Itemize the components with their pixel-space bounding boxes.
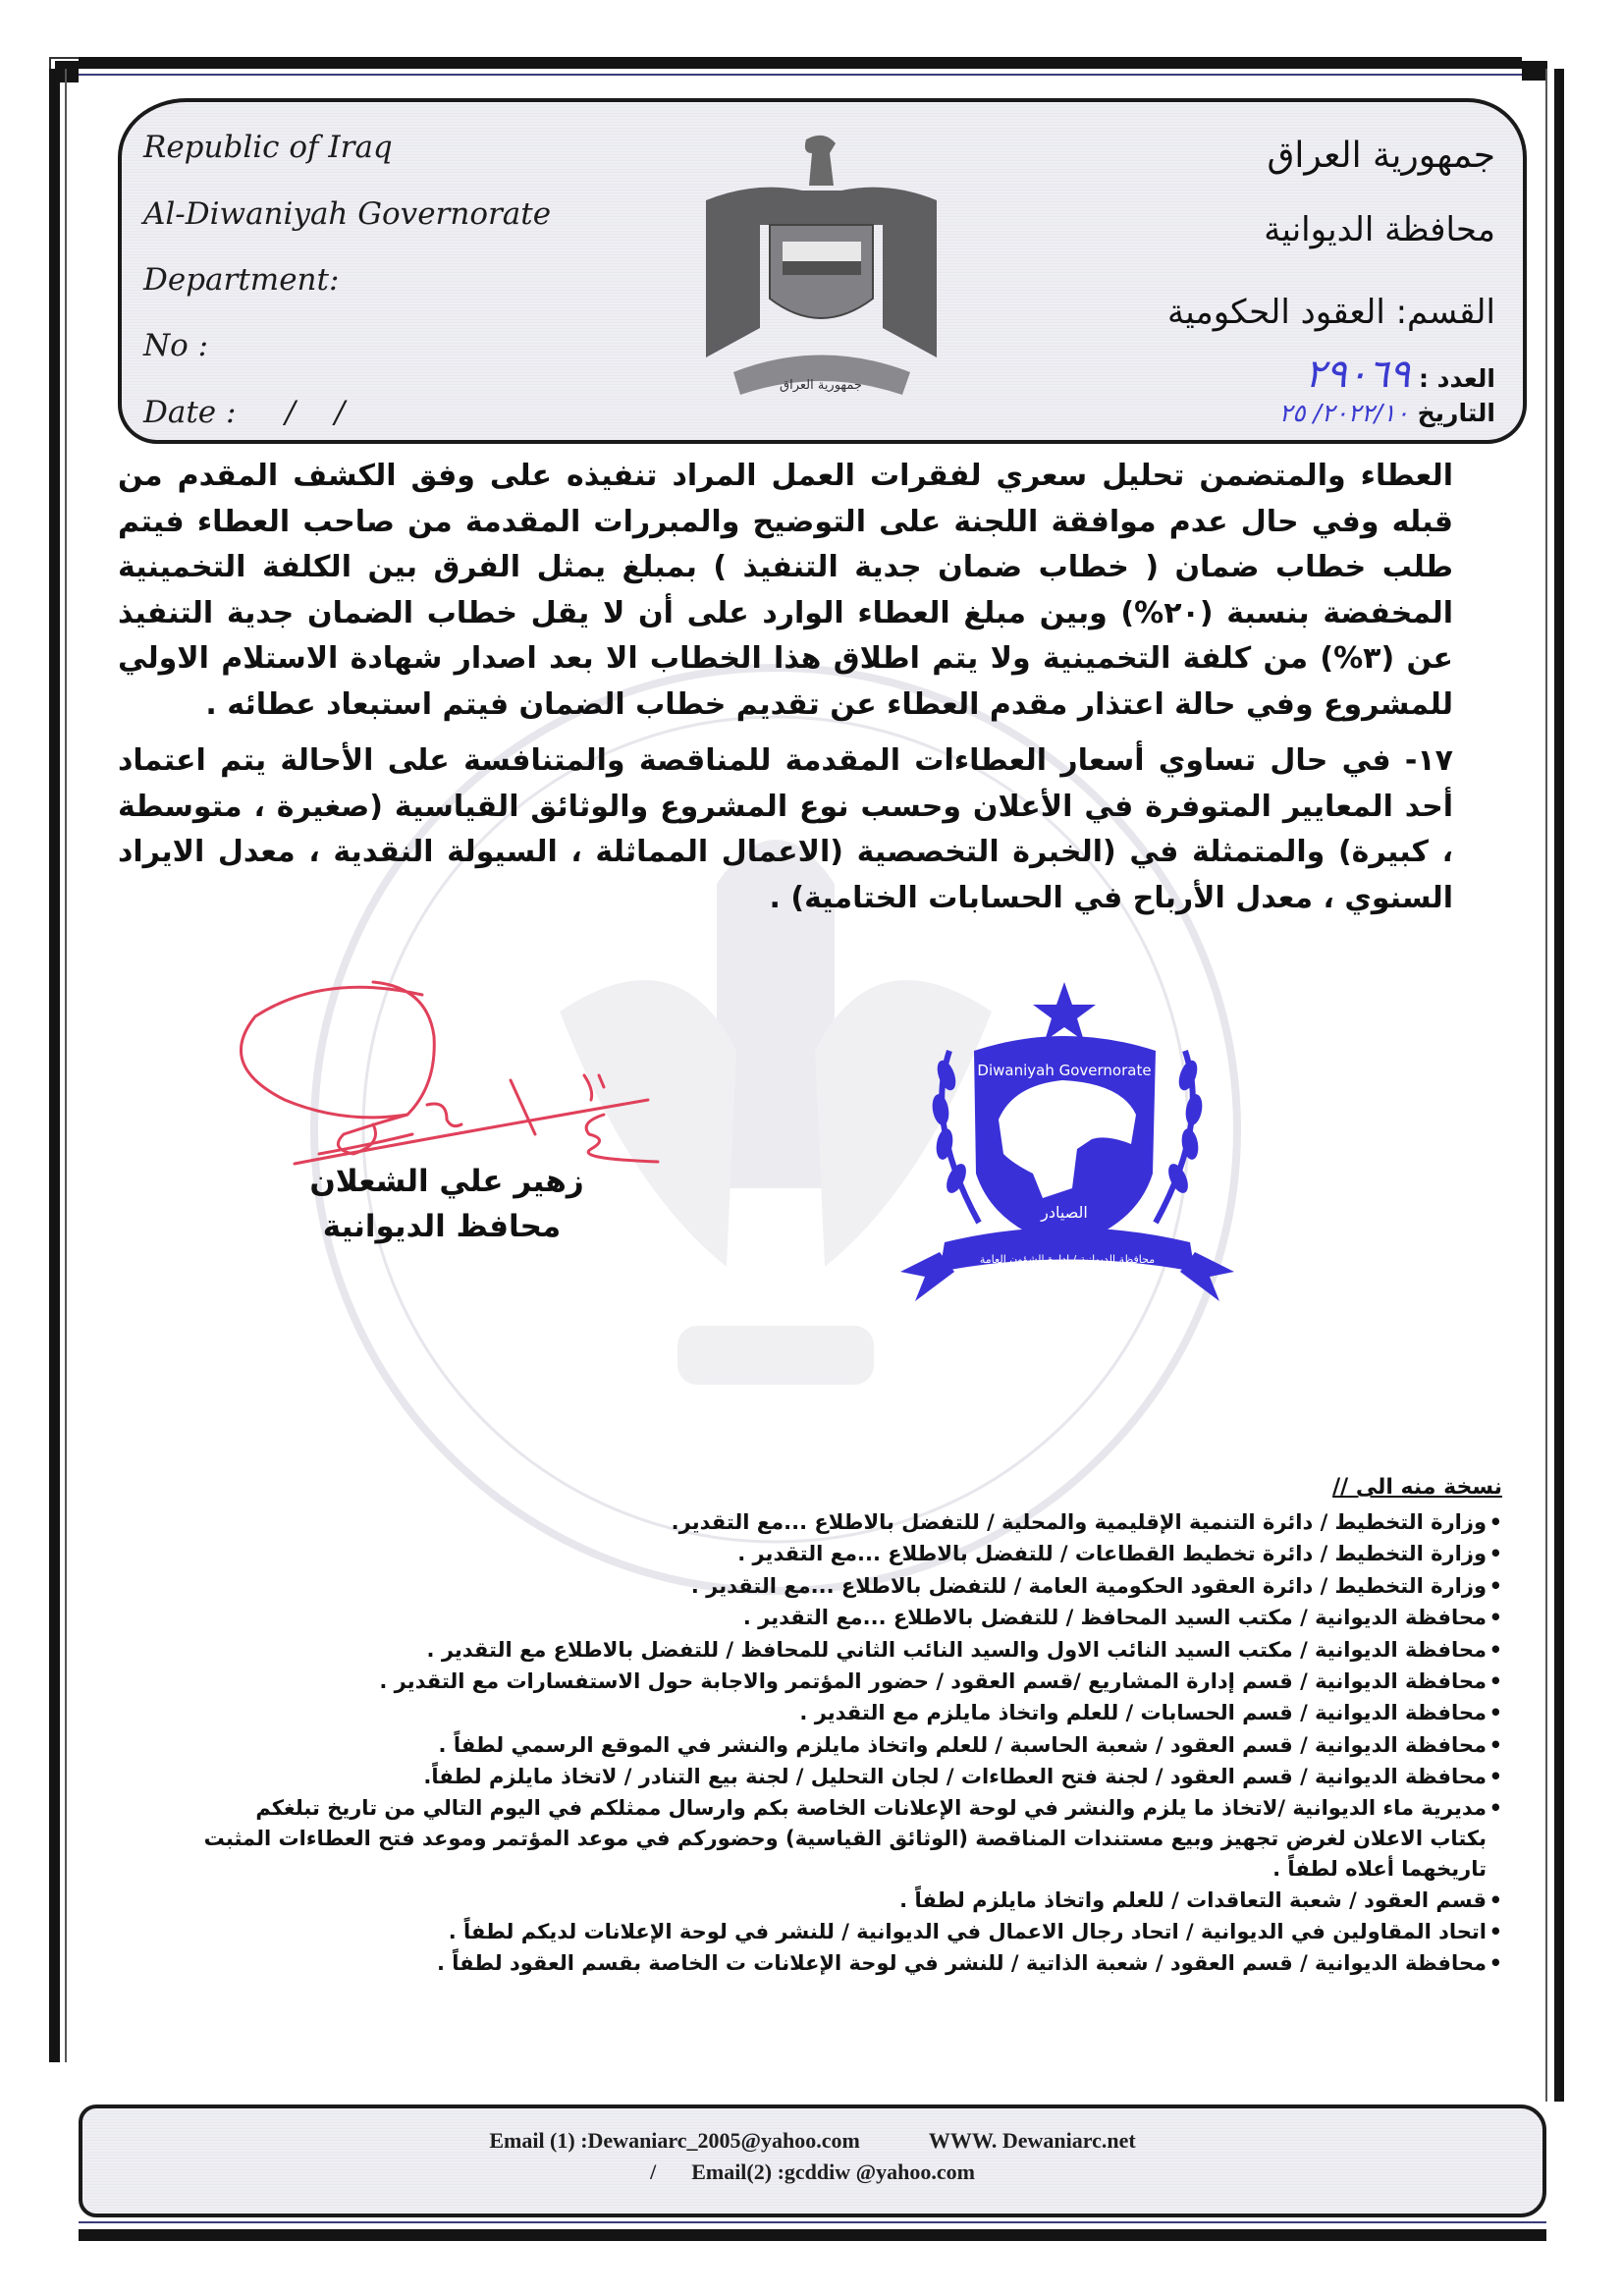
stamp-star-icon: [1033, 982, 1096, 1041]
copies-distribution-list: [196, 1473, 1502, 1980]
page-border-top-inner: [79, 74, 1522, 76]
item-number: ١٧-: [1404, 743, 1453, 778]
header-governorate-ar: محافظة الديوانية: [1264, 210, 1495, 249]
header-date-value: ٢٠٢٢/١٠/ ٢٥: [1278, 399, 1409, 427]
header-date-ar: [1279, 399, 1495, 427]
header-number-label-ar: العدد :: [1418, 364, 1495, 393]
page-border-corner: [1522, 61, 1547, 81]
body-item-17: [118, 738, 1453, 921]
footer-separator: /: [650, 2159, 657, 2184]
page-border-left-inner: [65, 69, 67, 2062]
list-item: • محافظة الديوانية / مكتب السيد المحافظ / للتفضل بالاطلاع ...مع التقدير .: [196, 1602, 1502, 1633]
list-item: • اتحاد المقاولين في الديوانية / اتحاد رجال الاعمال في الديوانية / للنشر في لوحة الإعلانات لديكم لطفاً .: [196, 1916, 1502, 1947]
iraq-eagle-emblem: [686, 132, 956, 426]
footer-line-1: [82, 2128, 1542, 2154]
date-separator: /: [285, 395, 296, 430]
header-country-ar: جمهورية العراق: [1267, 136, 1495, 176]
footer-email-2: Email(2) :gcddiw @yahoo.com: [691, 2159, 975, 2184]
list-item: • محافظة الديوانية / قسم العقود / شعبة الحاسبة / للعلم واتخاذ مايلزم والنشر في الموقع الرسمي لطفاً .: [196, 1729, 1502, 1761]
list-item: • قسم العقود / شعبة التعاقدات / للعلم واتخاذ مايلزم لطفاً .: [196, 1885, 1502, 1916]
list-item: • وزارة التخطيط / دائرة تخطيط القطاعات / للتفضل بالاطلاع ...مع التقدير .: [196, 1538, 1502, 1569]
header-date-slashes: [245, 395, 345, 430]
page-border-top: [79, 57, 1522, 69]
page-border-bottom: [79, 2229, 1546, 2241]
stamp-text-top: Diwaniyah Governorate: [977, 1062, 1152, 1079]
page-border-bottom-inner: [79, 2221, 1546, 2223]
list-item: • محافظة الديوانية / قسم العقود / شعبة الذاتية / للنشر في لوحة الإعلانات ت الخاصة بقسم العقود لطفاً .: [196, 1947, 1502, 1979]
header-governorate-en: Al-Diwaniyah Governorate: [143, 196, 552, 232]
page-border-right-inner: [1545, 69, 1547, 2102]
date-separator: /: [334, 395, 346, 430]
copies-title: نسخة منه الى //: [1332, 1475, 1502, 1500]
header-date-label-en: Date :: [143, 395, 237, 430]
header-department-label-en: Department:: [143, 262, 340, 298]
list-item: • محافظة الديوانية / قسم الحسابات / للعلم واتخاذ مايلزم مع التقدير .: [196, 1697, 1502, 1728]
footer-email-1: Email (1) :Dewaniarc_2005@yahoo.com: [489, 2128, 860, 2153]
header-country-en: Republic of Iraq: [143, 130, 393, 165]
stamp-text-ribbon: محافظة الديوانية / ادارة الشؤون العامة: [979, 1253, 1156, 1266]
header-number-label-en: No :: [143, 328, 209, 363]
page-border-left: [49, 69, 60, 2062]
header-department-ar: القسم: العقود الحكومية: [1167, 293, 1495, 332]
header-number-ar: [1305, 352, 1495, 397]
list-item: • محافظة الديوانية / قسم العقود / لجنة فتح العطاءات / لجان التحليل / لجنة بيع التنادر / لاتخاذ مايلزم لطفاً.: [196, 1761, 1502, 1792]
list-item: • محافظة الديوانية / مكتب السيد النائب الاول والسيد النائب الثاني للمحافظ / للتفضل بالاطلاع مع التقدير .: [196, 1634, 1502, 1666]
letterhead-header: [118, 98, 1527, 444]
footer-website: WWW. Dewaniarc.net: [928, 2128, 1136, 2153]
page-border-right: [1554, 69, 1564, 2102]
stamp-text-center: الصيادر: [1041, 1203, 1088, 1222]
footer-line-2: [82, 2159, 1542, 2185]
signatory-title: محافظ الديوانية: [322, 1209, 562, 1244]
header-number-value: ٢٩٠٦٩: [1304, 352, 1411, 397]
list-item: • مديرية ماء الديوانية /لاتخاذ ما يلزم والنشر في لوحة الإعلانات الخاصة بكم وارسال ممثلكم في اليوم التالي من تاريخ تبلغكم بكتاب الاعلان لغرض تجهيز وبيع مستندات المناقصة (الوثائق القياسية) وحضوركم في موعد المؤتمر وموعد فتح العطاءات المثبت تاريخهما أعلاه لطفاً .: [196, 1793, 1502, 1885]
list-item: • وزارة التخطيط / دائرة العقود الحكومية العامة / للتفضل بالاطلاع ...مع التقدير .: [196, 1570, 1502, 1602]
letterhead-footer: [79, 2105, 1546, 2217]
header-date-label-ar: التاريخ: [1417, 399, 1495, 427]
body-paragraph-continuation: العطاء والمتضمن تحليل سعري لفقرات العمل المراد تنفيذه على وفق الكشف المقدم من قبله وفي حال عدم موافقة اللجنة على التوضيح والمبررات المقدمة من صاحب العطاء فيتم طلب خطاب ضمان ( خطاب ضمان جدية التنفيذ ) بمبلغ يمثل الفرق بين الكلفة التخمينية المخفضة بنسبة (٢٠%) وبين مبلغ العطاء الوارد على أن لا يقل خطاب الضمان جدية التنفيذ عن (٣%) من كلفة التخمينية ولا يتم اطلاق هذا الخطاب الا بعد اصدار شهادة الاستلام الاولي للمشروع وفي حالة اعتذار مقدم العطاء عن تقديم خطاب الضمان فيتم استبعاد عطائه .: [118, 459, 1453, 722]
signature-block: [226, 977, 677, 1272]
signatory-name: زهير علي الشعلان: [309, 1164, 584, 1199]
handwritten-signature: [226, 977, 677, 1183]
list-item: • محافظة الديوانية / قسم إدارة المشاريع /قسم العقود / حضور المؤتمر والاجابة حول الاستفسارات مع التقدير .: [196, 1666, 1502, 1697]
emblem-text: جمهورية العراق: [780, 378, 862, 393]
official-stamp: [895, 977, 1239, 1316]
header-date-en: [143, 395, 345, 430]
item-text: في حال تساوي أسعار العطاءات المقدمة للمناقصة والمتنافسة على الأحالة يتم اعتماد أحد المعايير المتوفرة في الأعلان وحسب نوع المشروع والوثائق القياسية (صغيرة ، متوسطة ، كبيرة) والمتمثلة في (الخبرة التخصصية (الاعمال المماثلة ، السيولة النقدية ، معدل الايراد السنوي ، معدل الأرباح في الحسابات الختامية) .: [118, 743, 1453, 915]
list-item: • وزارة التخطيط / دائرة التنمية الإقليمية والمحلية / للتفضل بالاطلاع ...مع التقدير.: [196, 1506, 1502, 1538]
